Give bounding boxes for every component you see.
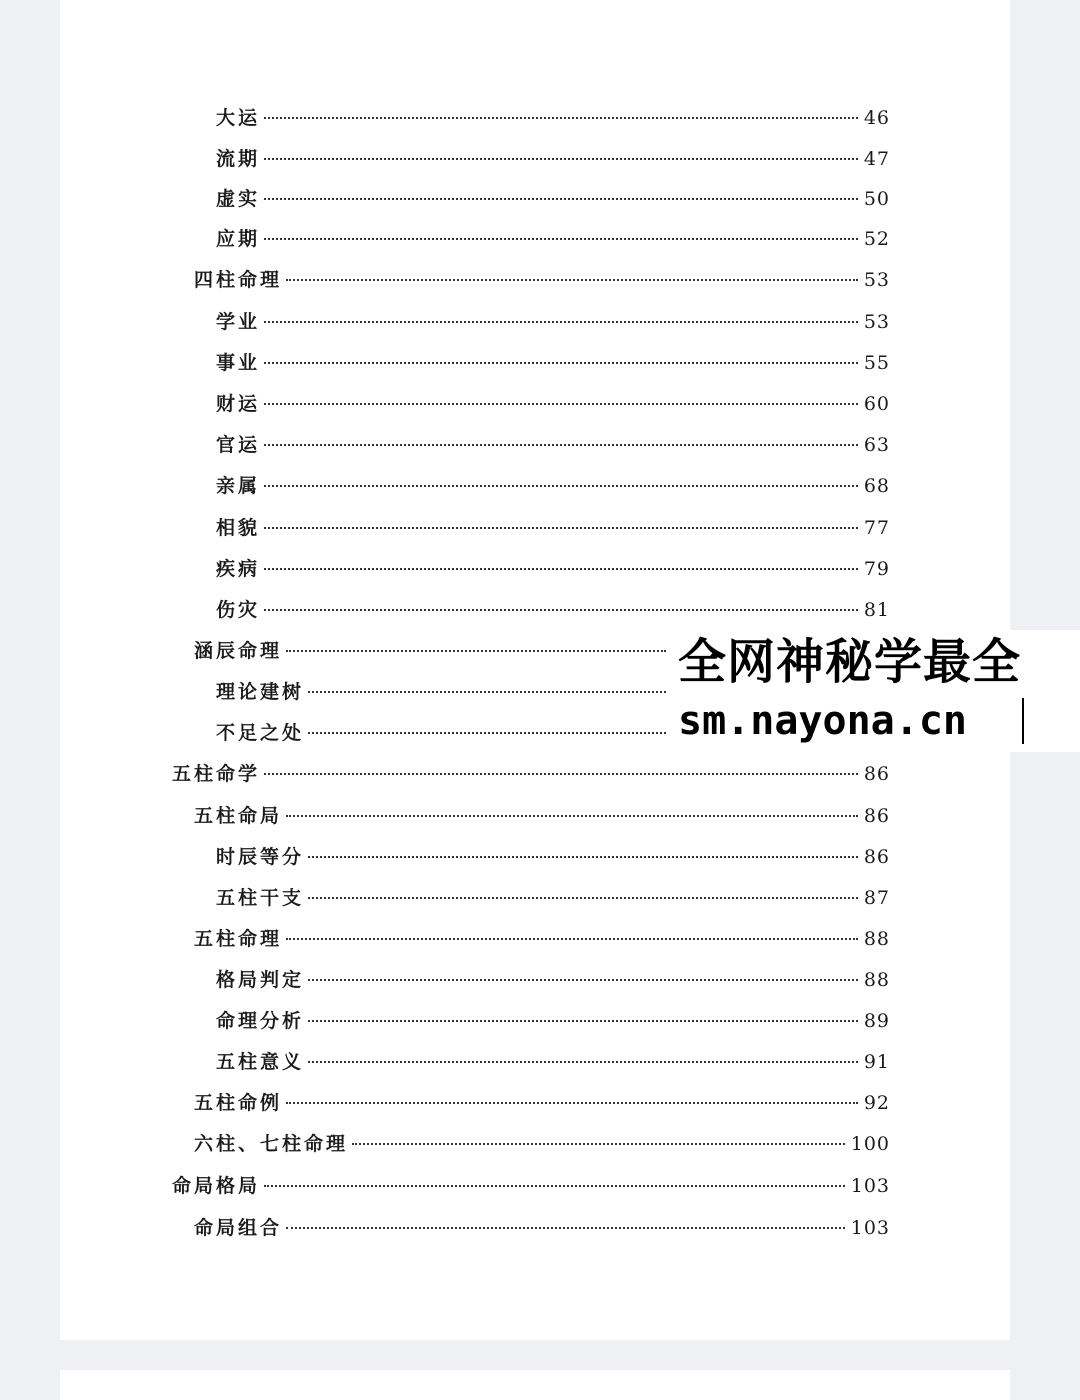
toc-entry-title: 学业 [216,311,261,333]
toc-entry-title: 时辰等分 [216,846,305,868]
toc-entry-page-number: 47 [863,148,890,170]
toc-leader-dots [264,609,858,611]
toc-entry-page-number: 52 [863,228,890,250]
toc-entry-title: 理论建树 [216,681,305,703]
toc-entry[interactable] [216,679,672,705]
toc-entry-page-number: 91 [863,1051,890,1073]
toc-entry[interactable] [216,473,890,499]
toc-entry[interactable] [194,926,890,952]
toc-entry[interactable] [216,597,890,623]
toc-entry-title: 五柱命例 [194,1092,283,1114]
toc-leader-dots [286,650,666,652]
toc-entry-page-number: 50 [863,188,890,210]
toc-entry-title: 四柱命理 [194,269,283,291]
toc-leader-dots [264,117,858,119]
toc-entry-title: 不足之处 [216,722,305,744]
toc-entry-title: 伤灾 [216,599,261,621]
toc-entry-title: 虚实 [216,188,261,210]
toc-entry-title: 疾病 [216,558,261,580]
toc-entry[interactable] [194,1090,890,1116]
toc-entry-page-number: 89 [863,1010,890,1032]
toc-leader-dots [352,1143,845,1145]
toc-entry[interactable] [216,146,890,172]
toc-entry-title: 五柱命理 [194,928,283,950]
toc-entry[interactable] [194,638,672,664]
toc-entry-page-number: 53 [863,269,890,291]
toc-entry[interactable] [194,1215,890,1241]
toc-entry-title: 大运 [216,107,261,129]
toc-leader-dots [308,691,666,693]
toc-leader-dots [308,897,858,899]
toc-entry[interactable] [216,556,890,582]
toc-entry-page-number: 88 [863,928,890,950]
toc-entry-title: 命局格局 [172,1175,261,1197]
toc-entry-page-number: 103 [850,1175,890,1197]
toc-entry-title: 亲属 [216,475,261,497]
toc-entry[interactable] [216,1008,890,1034]
toc-leader-dots [286,815,858,817]
toc-leader-dots [286,279,858,281]
toc-leader-dots [264,568,858,570]
toc-leader-dots [264,773,858,775]
next-page-edge [60,1370,1010,1400]
toc-leader-dots [308,856,858,858]
toc-leader-dots [308,1020,858,1022]
toc-leader-dots [264,158,858,160]
toc-entry-title: 相貌 [216,517,261,539]
toc-entry-page-number: 86 [863,846,890,868]
toc-entry[interactable] [216,105,890,131]
toc-entry-page-number: 87 [863,887,890,909]
toc-entry-page-number: 86 [863,805,890,827]
watermark-overlay [672,630,1080,752]
toc-entry-title: 五柱意义 [216,1051,305,1073]
toc-leader-dots [264,198,858,200]
toc-entry-page-number: 100 [850,1133,890,1155]
toc-entry[interactable] [172,761,890,787]
toc-entry[interactable] [216,186,890,212]
toc-entry-title: 六柱、七柱命理 [194,1133,349,1155]
toc-entry-page-number: 53 [863,311,890,333]
toc-leader-dots [308,979,858,981]
toc-leader-dots [264,444,858,446]
toc-entry-page-number: 55 [863,352,890,374]
toc-entry[interactable] [216,226,890,252]
toc-entry-page-number: 63 [863,434,890,456]
toc-entry-title: 五柱命学 [172,763,261,785]
toc-entry[interactable] [216,720,672,746]
toc-entry[interactable] [194,803,890,829]
toc-entry-page-number: 86 [863,763,890,785]
toc-entry-page-number: 77 [863,517,890,539]
toc-entry-title: 应期 [216,228,261,250]
toc-entry[interactable] [216,844,890,870]
toc-entry[interactable] [216,1049,890,1075]
toc-entry-page-number: 88 [863,969,890,991]
toc-leader-dots [286,938,858,940]
toc-entry-page-number: 46 [863,107,890,129]
toc-entry-title: 五柱干支 [216,887,305,909]
toc-entry-page-number: 79 [863,558,890,580]
toc-leader-dots [286,1227,845,1229]
toc-entry[interactable] [216,391,890,417]
toc-entry-title: 命理分析 [216,1010,305,1032]
toc-leader-dots [264,362,858,364]
toc-entry[interactable] [172,1173,890,1199]
toc-leader-dots [264,527,858,529]
toc-leader-dots [308,1061,858,1063]
toc-entry-title: 财运 [216,393,261,415]
toc-entry-title: 事业 [216,352,261,374]
toc-entry[interactable] [194,1131,890,1157]
toc-entry-title: 格局判定 [216,969,305,991]
toc-entry-title: 五柱命局 [194,805,283,827]
toc-entry-title: 流期 [216,148,261,170]
toc-entry-page-number: 92 [863,1092,890,1114]
toc-entry[interactable] [216,350,890,376]
toc-entry[interactable] [216,885,890,911]
text-cursor [1022,698,1024,744]
toc-leader-dots [264,321,858,323]
toc-entry-title: 官运 [216,434,261,456]
toc-leader-dots [264,1185,845,1187]
toc-entry-title: 涵辰命理 [194,640,283,662]
toc-entry[interactable] [216,967,890,993]
toc-entry[interactable] [216,309,890,335]
toc-entry-title: 命局组合 [194,1217,283,1239]
watermark-title: 全网神秘学最全 [678,634,1022,690]
toc-entry-page-number: 103 [850,1217,890,1239]
watermark-url: sm.nayona.cn [678,698,967,744]
toc-leader-dots [286,1102,858,1104]
toc-entry[interactable] [216,515,890,541]
toc-leader-dots [264,403,858,405]
toc-entry-page-number: 68 [863,475,890,497]
toc-leader-dots [264,238,858,240]
toc-entry-page-number: 81 [863,599,890,621]
toc-leader-dots [264,485,858,487]
toc-entry[interactable] [194,267,890,293]
toc-entry[interactable] [216,432,890,458]
toc-entry-page-number: 60 [863,393,890,415]
toc-leader-dots [308,732,666,734]
